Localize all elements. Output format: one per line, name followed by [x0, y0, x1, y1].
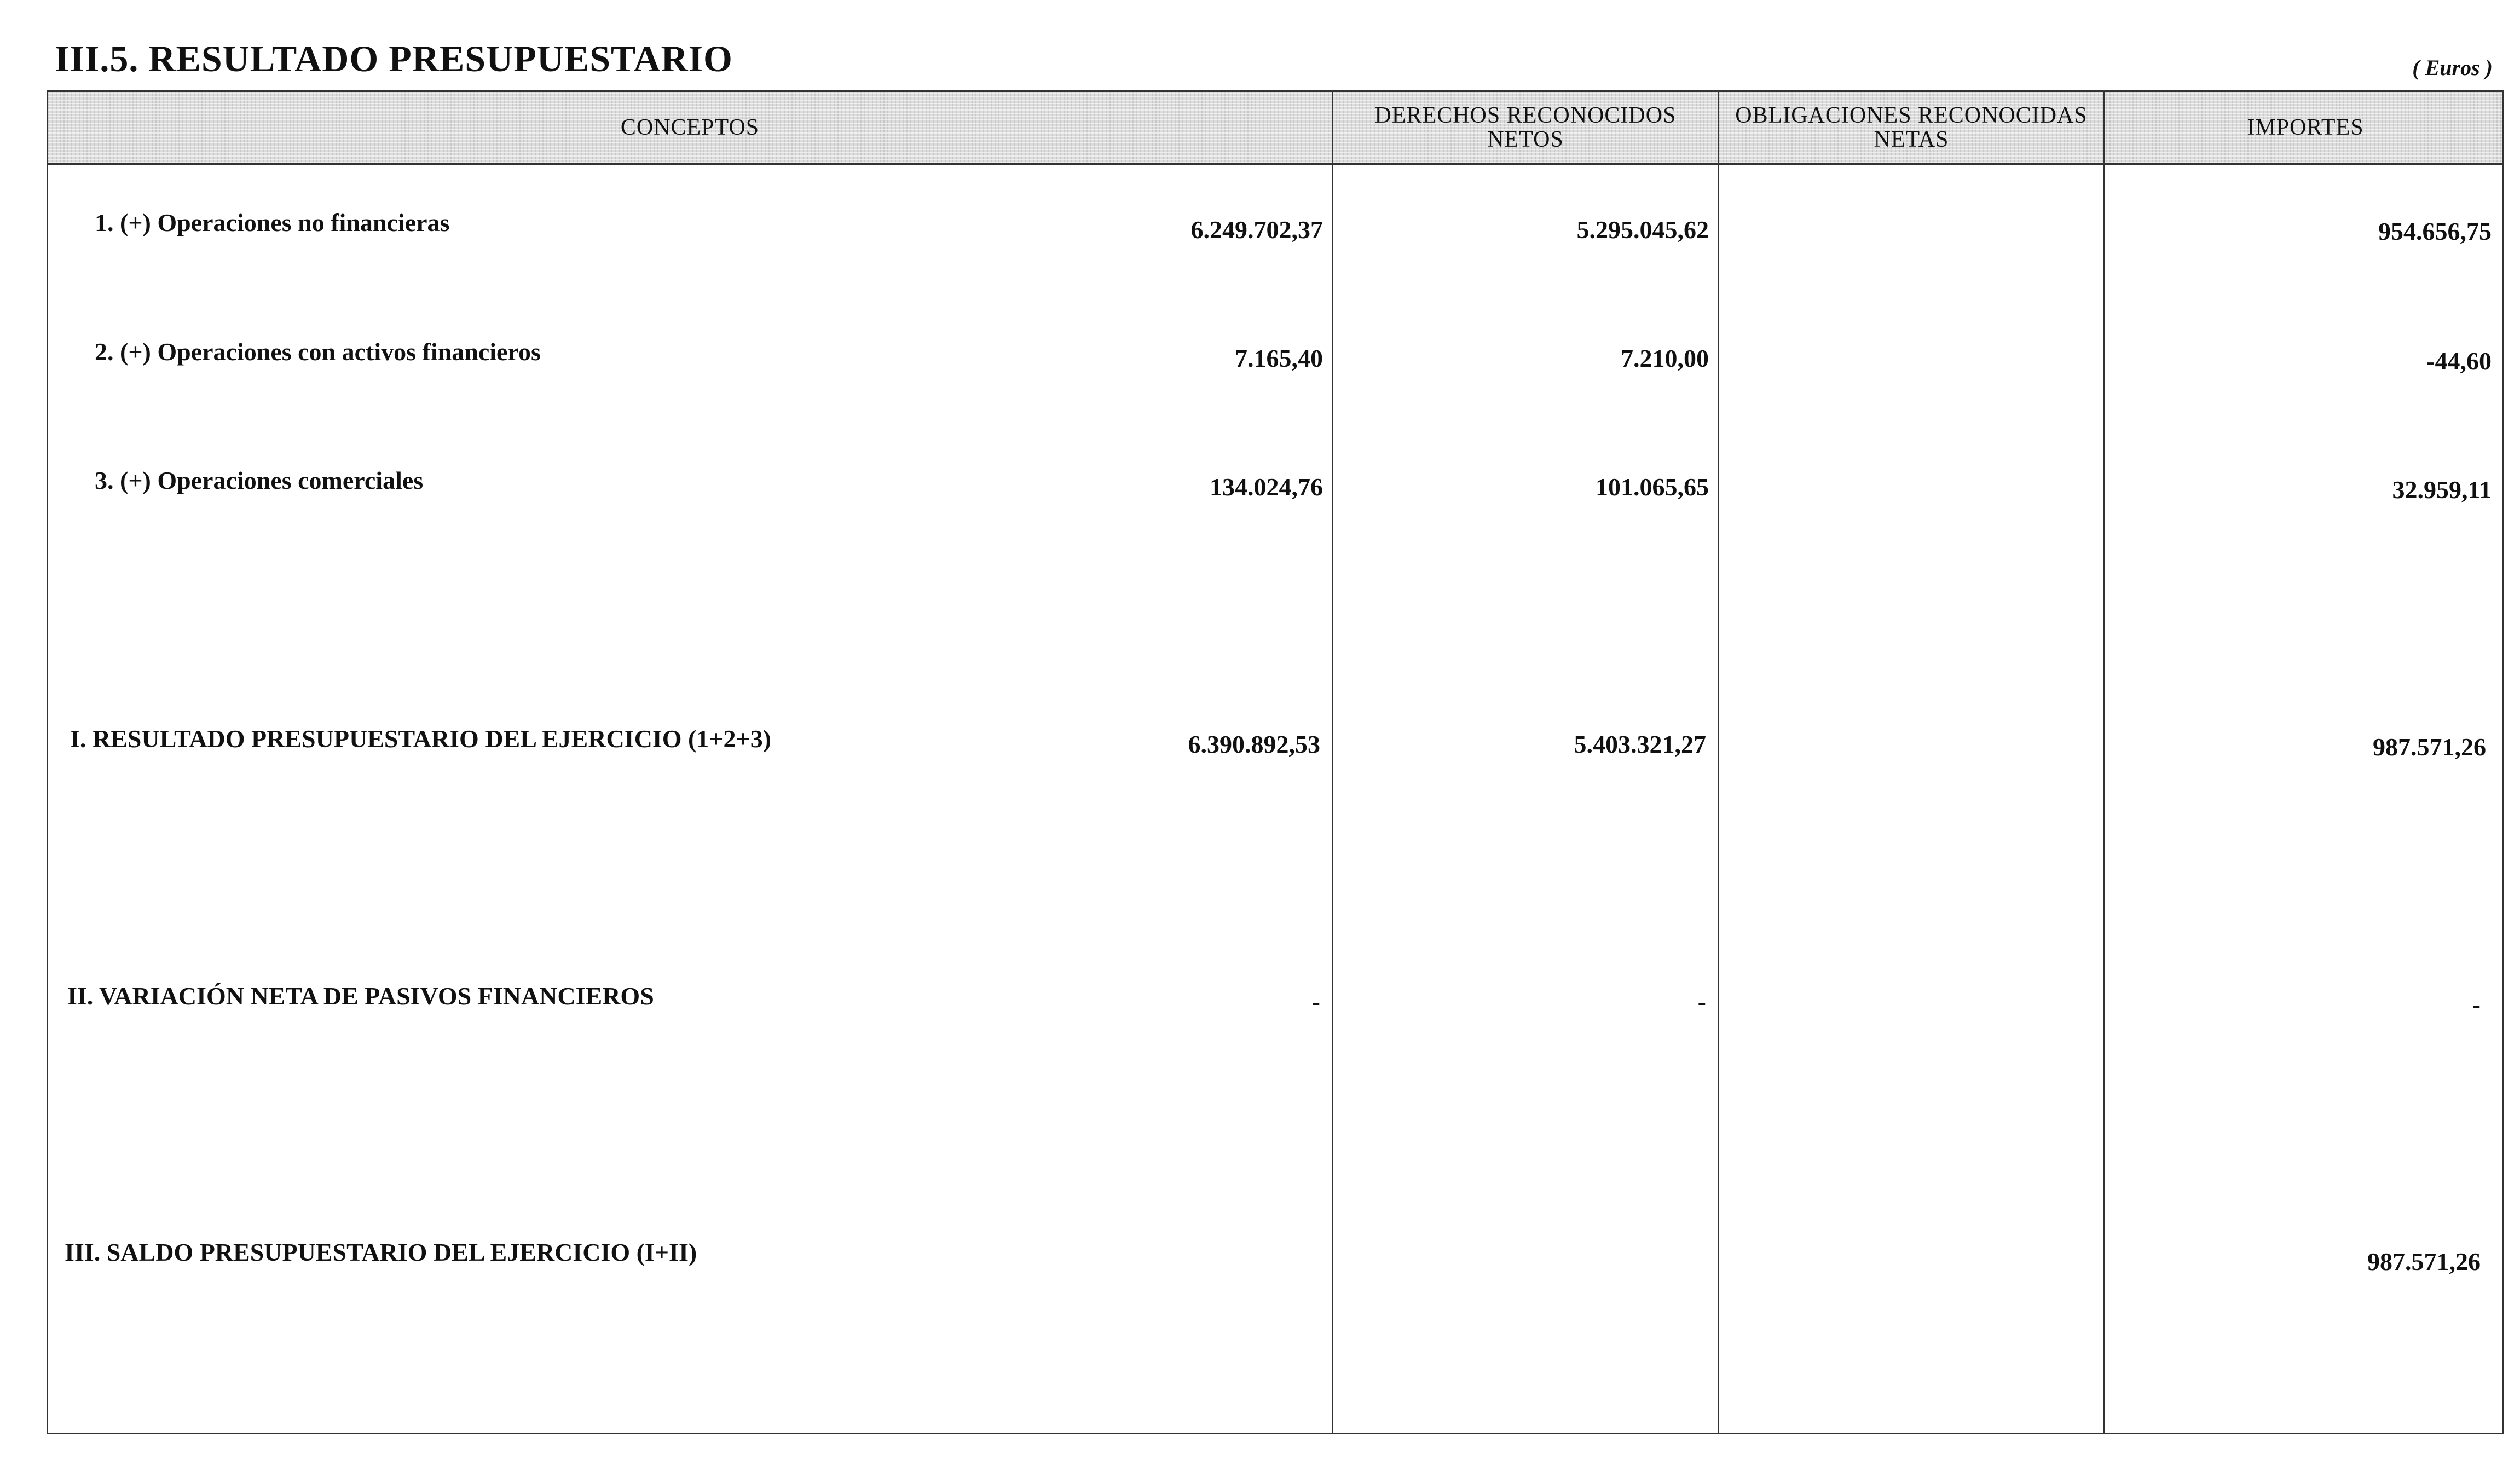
concept-label: 2. (+) Operaciones con activos financieros [95, 338, 541, 366]
concept-label: I. RESULTADO PRESUPUESTARIO DEL EJERCICIO (1+2+3) [70, 725, 772, 753]
concept-label: III. SALDO PRESUPUESTARIO DEL EJERCICIO (I+II) [65, 1238, 697, 1266]
header-derechos: DERECHOS RECONOCIDOS NETOS [1374, 102, 1677, 152]
column-divider [2103, 92, 2105, 1433]
column-divider [1332, 92, 1333, 1433]
derechos-value: 6.249.702,37 [1190, 216, 1323, 244]
page-title: III.5. RESULTADO PRESUPUESTARIO [55, 38, 733, 79]
derechos-value: 7.165,40 [1235, 344, 1323, 372]
importes-value: 954.656,75 [2378, 217, 2492, 245]
obligaciones-value: 5.403.321,27 [1574, 730, 1706, 758]
obligaciones-value: 101.065,65 [1596, 473, 1709, 501]
obligaciones-value: 5.295.045,62 [1576, 216, 1709, 244]
importes-value: 987.571,26 [2373, 733, 2486, 761]
header-obligaciones: OBLIGACIONES RECONOCIDAS NETAS [1735, 102, 2088, 152]
importes-value: 987.571,26 [2367, 1248, 2481, 1275]
budget-result-table [47, 90, 2504, 1434]
column-divider [1718, 92, 1719, 1433]
concept-label: II. VARIACIÓN NETA DE PASIVOS FINANCIEROS [67, 982, 654, 1010]
header-concepts: CONCEPTOS [620, 114, 760, 140]
importes-value: 32.959,11 [2392, 476, 2492, 504]
derechos-value: - [1311, 988, 1320, 1015]
derechos-value: 134.024,76 [1210, 473, 1323, 501]
obligaciones-value: - [1697, 988, 1706, 1015]
units-label: ( Euros ) [2412, 55, 2493, 80]
concept-label: 1. (+) Operaciones no financieras [95, 209, 450, 236]
concept-label: 3. (+) Operaciones comerciales [95, 466, 424, 494]
derechos-value: 6.390.892,53 [1188, 730, 1320, 758]
importes-value: - [2472, 990, 2481, 1018]
obligaciones-value: 7.210,00 [1621, 344, 1709, 372]
importes-value: -44,60 [2426, 347, 2492, 375]
header-importes: IMPORTES [2247, 114, 2364, 140]
